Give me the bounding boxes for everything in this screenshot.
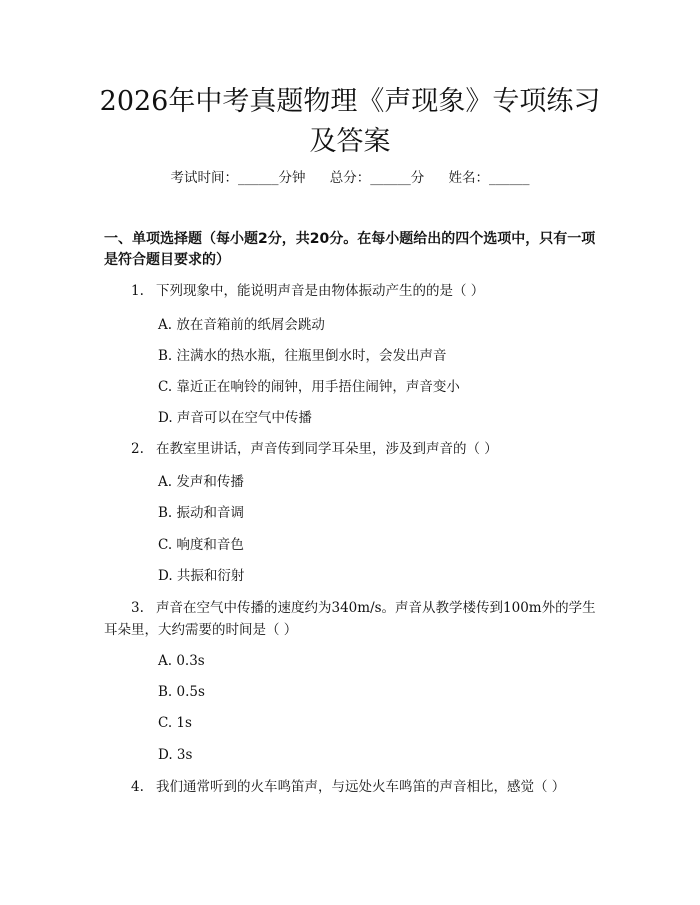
question-1-option-b: B. 注满水的热水瓶，往瓶里倒水时，会发出声音 [158, 348, 447, 364]
section-heading-single-choice: 一、单项选择题（每小题2分，共20分。在每小题给出的四个选项中，只有一项是符合题目要求的） [104, 231, 596, 268]
question-1-option-d: D. 声音可以在空气中传播 [158, 410, 312, 426]
question-number: 1. [131, 283, 144, 299]
question-3-option-a: A. 0.3s [158, 653, 205, 669]
question-number: 2. [131, 441, 144, 457]
question-1-option-c: C. 靠近正在响铃的闹钟，用手捂住闹钟，声音变小 [158, 379, 460, 395]
question-3-option-c: C. 1s [158, 715, 192, 731]
question-3-option-d: D. 3s [158, 747, 193, 763]
question-2-option-d: D. 共振和衍射 [158, 568, 245, 584]
question-number: 3. [131, 600, 144, 616]
question-4-stem [104, 776, 604, 798]
question-1-stem [104, 280, 604, 302]
question-1-option-a: A. 放在音箱前的纸屑会跳动 [158, 317, 325, 333]
question-2-option-a: A. 发声和传播 [158, 474, 244, 490]
question-2-option-c: C. 响度和音色 [158, 537, 244, 553]
question-text: 在教室里讲话，声音传到同学耳朵里，涉及到声音的（ ） [156, 441, 498, 457]
question-text: 我们通常听到的火车鸣笛声，与远处火车鸣笛的声音相比，感觉（ ） [156, 779, 566, 795]
document-title: 2026年中考真题物理《声现象》专项练习及答案 [99, 86, 601, 157]
question-text-continued: 耳朵里，大约需要的时间是（ ） [104, 622, 298, 638]
question-2-option-b: B. 振动和音调 [158, 505, 245, 521]
question-number: 4. [131, 779, 144, 795]
question-2-stem [104, 438, 604, 460]
question-3-stem [104, 597, 604, 641]
question-text: 下列现象中，能说明声音是由物体振动产生的的是（ ） [156, 283, 485, 299]
question-3-option-b: B. 0.5s [158, 684, 205, 700]
name-field: 姓名：______ [448, 170, 530, 186]
question-text: 声音在空气中传播的速度约为340m/s。声音从教学楼传到100m外的学生 [156, 600, 596, 616]
total-score-field: 总分：______分 [329, 170, 425, 186]
exam-time-field: 考试时间：______分钟 [170, 170, 306, 186]
exam-meta-line [0, 169, 700, 187]
